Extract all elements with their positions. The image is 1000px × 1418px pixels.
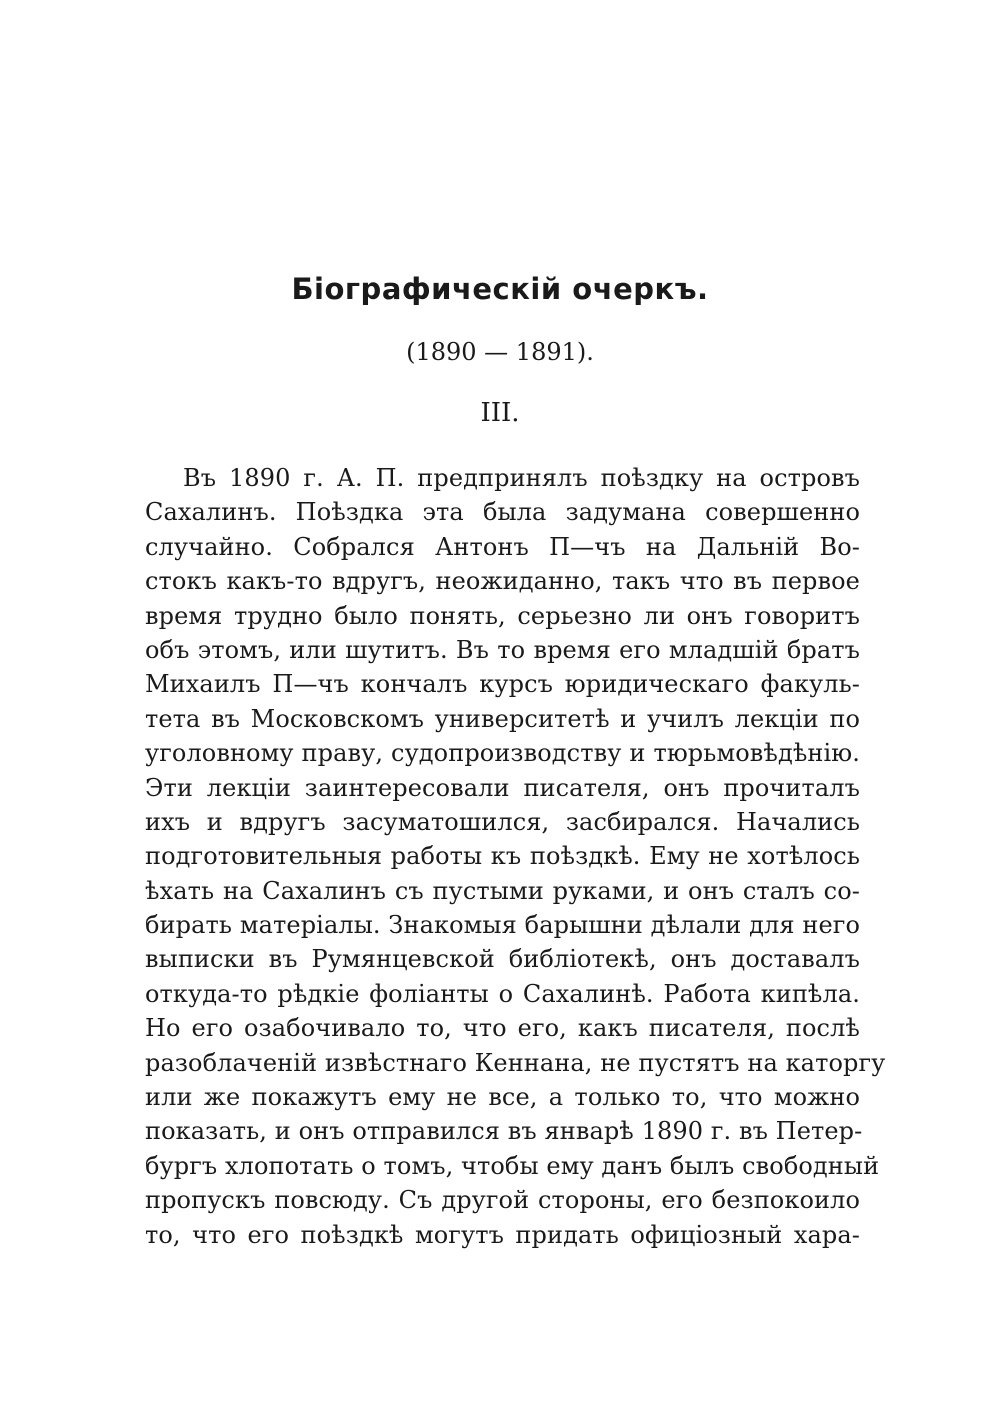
- text-line: откуда-то рѣдкіе фоліанты о Сахалинѣ. Работа кипѣла.: [145, 979, 860, 1008]
- body-paragraph: [145, 461, 886, 1252]
- text-line: или же покажутъ ему не все, а только то, что можно: [145, 1083, 860, 1112]
- text-line: случайно. Собрался Антонъ П—чъ на Дальній Во-: [145, 532, 860, 561]
- text-line: стокъ какъ-то вдругъ, неожиданно, такъ что въ первое: [145, 567, 860, 596]
- text-line: бирать матеріалы. Знакомыя барышни дѣлали для него: [145, 911, 860, 940]
- year-range: (1890 — 1891).: [406, 338, 594, 366]
- text-line: ѣхать на Сахалинъ съ пустыми руками, и онъ сталъ со-: [145, 876, 860, 905]
- text-line: разоблаченій извѣстнаго Кеннана, не пустятъ на каторгу: [145, 1048, 886, 1077]
- text-line: время трудно было понять, серьезно ли онъ говоритъ: [145, 601, 860, 630]
- text-line: то, что его поѣздкѣ могутъ придать офиціозный хара-: [145, 1220, 860, 1249]
- text-line: тета въ Московскомъ университетѣ и училъ лекціи по: [145, 704, 860, 733]
- text-line: объ этомъ, или шутитъ. Въ то время его младшій братъ: [145, 635, 860, 664]
- text-line: Въ 1890 г. А. П. предпринялъ поѣздку на островъ: [183, 464, 860, 492]
- text-line: пропускъ повсюду. Съ другой стороны, его безпокоило: [145, 1186, 860, 1215]
- text-line: Сахалинъ. Поѣздка эта была задумана совершенно: [145, 498, 860, 527]
- chapter-number: III.: [480, 398, 520, 428]
- text-line: Но его озабочивало то, что его, какъ писателя, послѣ: [145, 1014, 860, 1043]
- text-line: Михаилъ П—чъ кончалъ курсъ юридическаго факуль-: [145, 670, 860, 699]
- text-line: Эти лекціи заинтересовали писателя, онъ прочиталъ: [145, 773, 860, 802]
- text-line: выписки въ Румянцевской библіотекѣ, онъ доставалъ: [145, 945, 860, 974]
- text-line: подготовительныя работы къ поѣздкѣ. Ему не хотѣлось: [145, 842, 860, 871]
- section-title: Біографическій очеркъ.: [291, 272, 709, 306]
- text-line: уголовному праву, судопроизводству и тюрьмовѣдѣнію.: [145, 739, 860, 768]
- text-line: показать, и онъ отправился въ январѣ 1890 г. въ Петер-: [145, 1117, 863, 1146]
- text-line: ихъ и вдругъ засуматошился, засбирался. Начались: [145, 807, 860, 836]
- text-line: бургъ хлопотать о томъ, чтобы ему данъ былъ свободный: [145, 1151, 880, 1180]
